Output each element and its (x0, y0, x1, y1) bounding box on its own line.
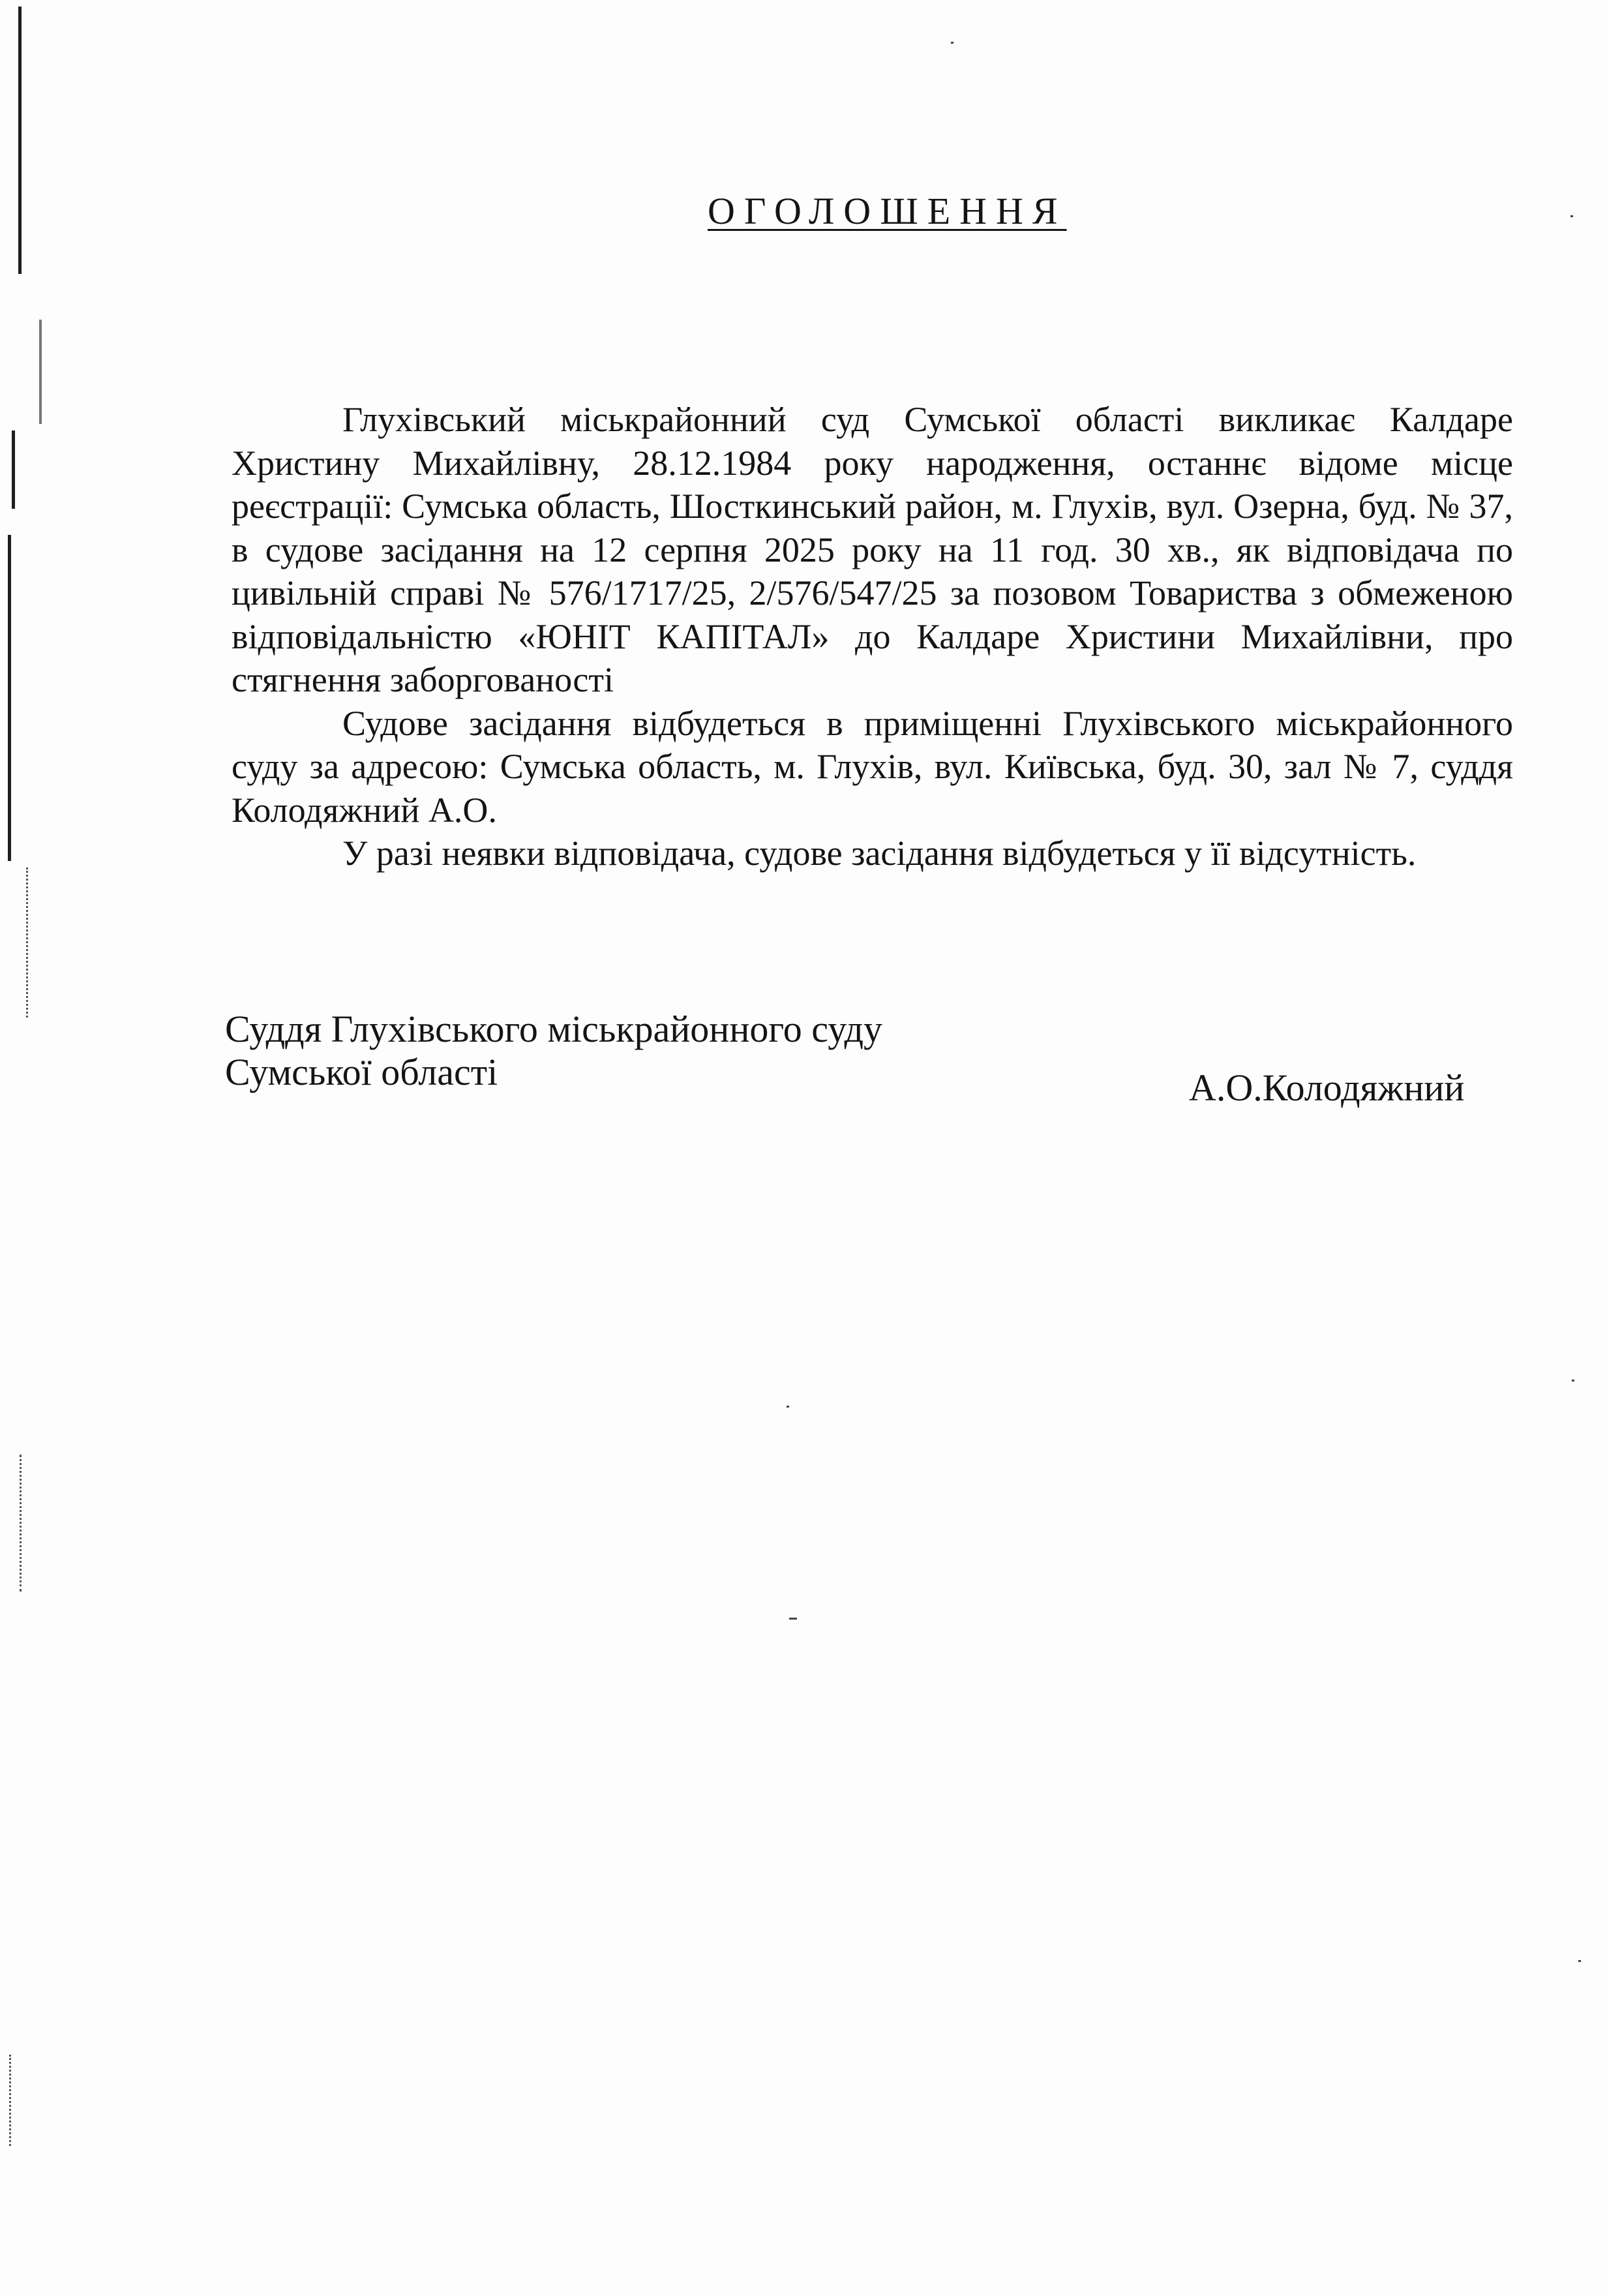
speck (1572, 1380, 1574, 1382)
scan-edge-mark (8, 535, 11, 861)
document-heading: ОГОЛОШЕННЯ (708, 190, 1067, 232)
scan-edge-mark (39, 320, 42, 424)
paragraph-hearing-location: Судове засідання відбудеться в приміщенні Глухівського міськрайонного суду за адресою: Сумська область, м. Глухів, вул. Київська, буд. 30, зал № 7, суддя Колодяжний А.О. (232, 703, 1513, 830)
signature-name: А.О.Колодяжний (1189, 1066, 1465, 1109)
signature-position-line-1: Суддя Глухівського міськрайонного суду (225, 1008, 883, 1050)
speck (1578, 1960, 1581, 1962)
speck (787, 1406, 789, 1408)
document-body (232, 398, 1513, 875)
scan-edge-mark (12, 430, 15, 509)
paragraph-absence-notice: У разі неявки відповідача, судове засідання відбудеться у її відсутність. (342, 834, 1417, 873)
scan-edge-mark (18, 7, 22, 274)
scan-dots (20, 1455, 27, 1592)
scan-dots (9, 2055, 16, 2146)
paragraph-summons: Глухівський міськрайонний суд Сумської області викликає Калдаре Христину Михайлівну, 28.12.1984 року народження, останнє відоме місце реєстрації: Сумська область, Шосткинський район, м. Глухів, вул. Озерна, буд. № 37, в судове засідання на 12 серпня 2025 року на 11 год. 30 хв., як відповідача по цивільній справі № 576/1717/25, 2/576/547/25 за позовом Товариства з обмеженою відповідальністю «ЮНІТ КАПІТАЛ» до Калдаре Христини Михайлівни, про стягнення заборгованості (232, 400, 1513, 699)
speck (789, 1618, 797, 1620)
scan-dots (26, 868, 33, 1018)
speck (951, 42, 954, 44)
speck (1570, 215, 1573, 217)
signature-position-line-2: Сумської області (225, 1051, 498, 1093)
signature-block (225, 1008, 1503, 1109)
